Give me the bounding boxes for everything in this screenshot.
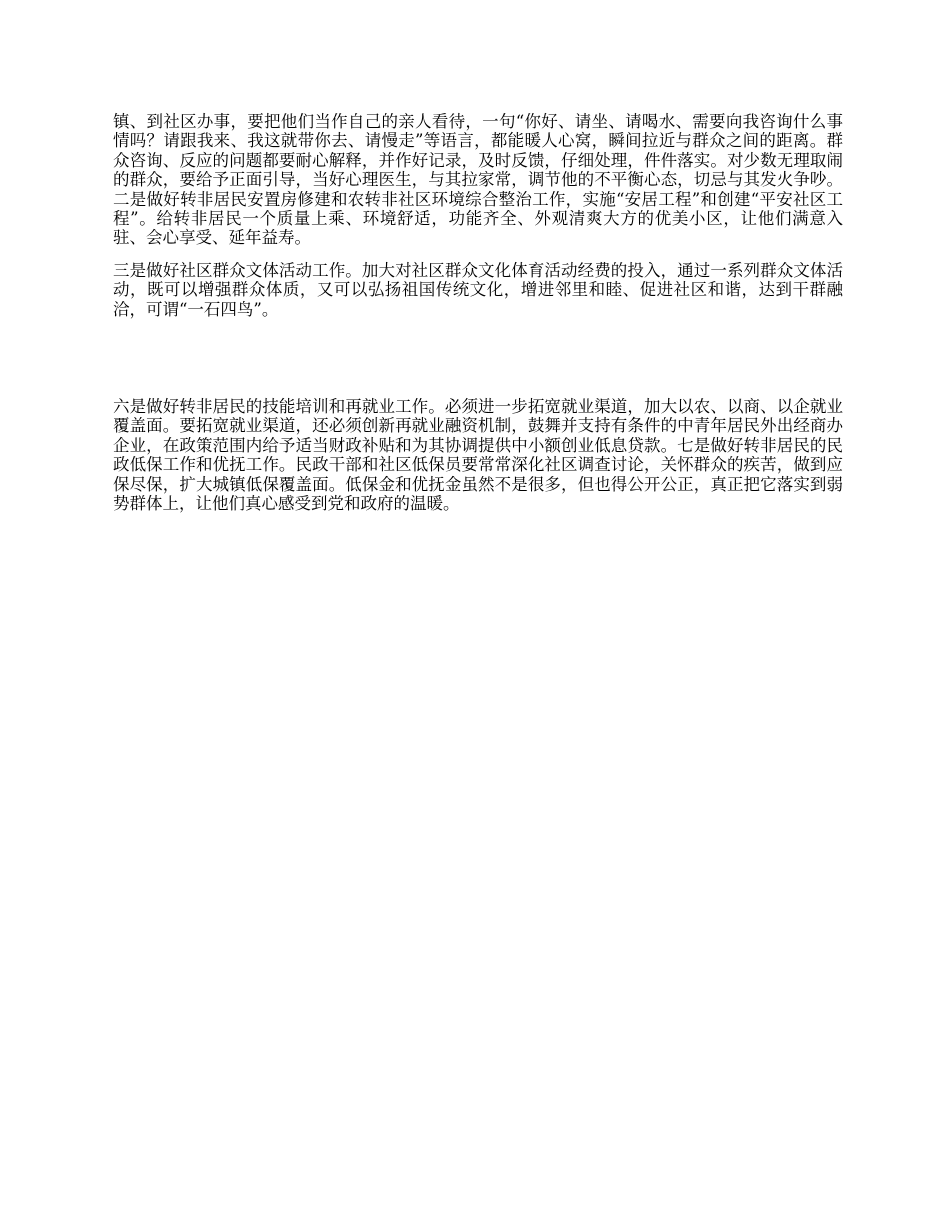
paragraph-1: 镇、到社区办事，要把他们当作自己的亲人看待，一句“你好、请坐、请喝水、需要向我咨询什么事情吗？请跟我来、我这就带你去、请慢走”等语言，都能暖人心窝，瞬间拉近与群众之间的距离。群众咨询、反应的问题都要耐心解释，并作好记录，及时反馈，仔细处理，件件落实。对少数无理取闹的群众，要给予正面引导，当好心理医生，与其拉家常，调节他的不平衡心态，切忌与其发火争吵。二是做好转非居民安置房修建和农转非社区环境综合整治工作，实施“安居工程”和创建“平安社区工程”。给转非居民一个质量上乘、环境舒适，功能齐全、外观清爽大方的优美小区，让他们满意入驻、会心享受、延年益寿。 (113, 112, 843, 248)
document-body (113, 112, 843, 514)
paragraph-3: 六是做好转非居民的技能培训和再就业工作。必须进一步拓宽就业渠道，加大以农、以商、以企就业覆盖面。要拓宽就业渠道，还必须创新再就业融资机制，鼓舞并支持有条件的中青年居民外出经商办企业，在政策范围内给予适当财政补贴和为其协调提供中小额创业低息贷款。七是做好转非居民的民政低保工作和优抚工作。民政干部和社区低保员要常常深化社区调查讨论，关怀群众的疾苦，做到应保尽保，扩大城镇低保覆盖面。低保金和优抚金虽然不是很多，但也得公开公正，真正把它落实到弱势群体上，让他们真心感受到党和政府的温暖。 (113, 397, 843, 514)
paragraph-spacer (113, 319, 843, 397)
paragraph-spacer (113, 248, 843, 261)
paragraph-2: 三是做好社区群众文体活动工作。加大对社区群众文化体育活动经费的投入，通过一系列群众文体活动，既可以增强群众体质，又可以弘扬祖国传统文化，增进邻里和睦、促进社区和谐，达到干群融洽，可谓“一石四鸟”。 (113, 260, 843, 319)
